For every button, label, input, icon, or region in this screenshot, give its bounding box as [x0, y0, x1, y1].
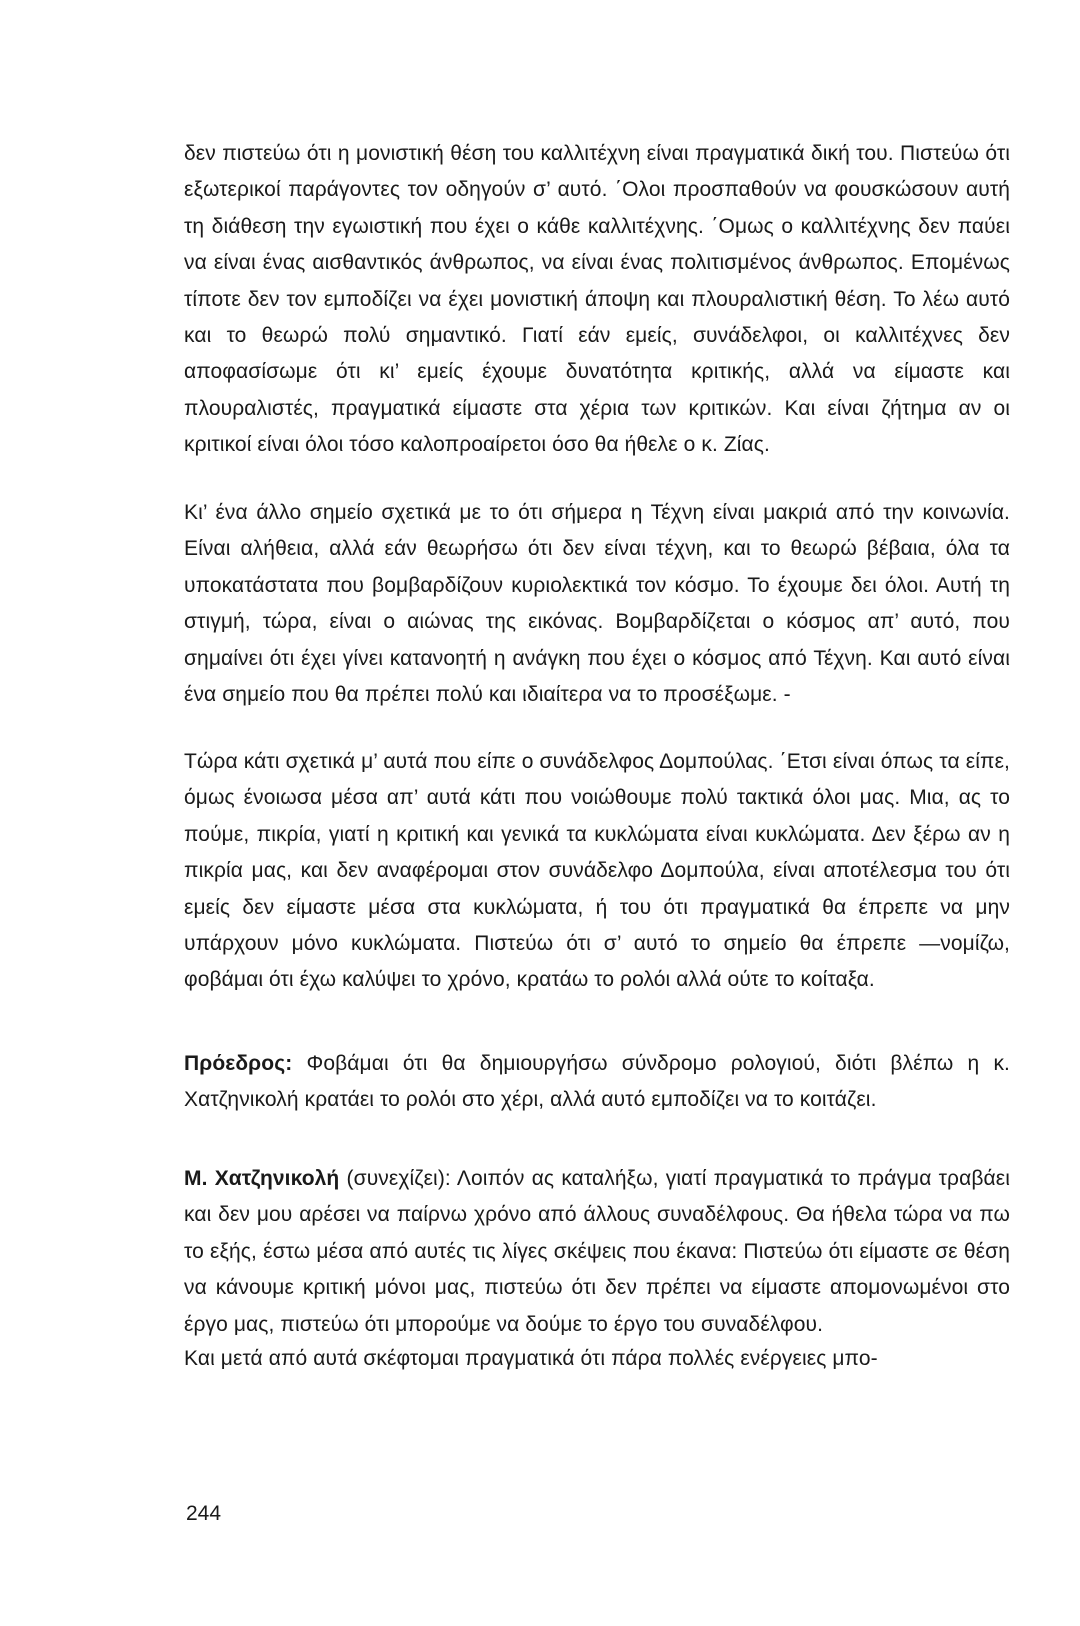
paragraph-art-and-society [184, 495, 1010, 713]
paragraph-text: Τώρα κάτι σχετικά μ’ αυτά που είπε ο συνάδελφος Δομπούλας. ΄Ετσι είναι όπως τα είπε, όμως ένοιωσα μέσα απ’ αυτά κάτι που νοιώθουμε πολύ τακτικά όλοι μας. Μια, ας το πούμε, πικρία, γιατί η κριτική και γενικά τα κυκλώματα είναι κυκλώματα. Δεν ξέρω αν η πικρία μας, και δεν αναφέρομαι στον συνάδελφο Δομπούλα, είναι αποτέλεσμα του ότι εμείς δεν είμαστε μέσα στα κυκλώματα, ή του ότι πραγματικά θα έπρεπε να μην υπάρχουν μόνο κυκλώματα. Πιστεύω ότι σ’ αυτό το σημείο θα έπρεπε —νομίζω, φοβάμαι ότι έχω καλύψει το χρόνο, κρατάω το ρολόι αλλά ούτε το κοίταξα. [184, 750, 1010, 992]
paragraph-hatzinikoli-continues [184, 1161, 1010, 1343]
paragraph-text: δεν πιστεύω ότι η μονιστική θέση του καλλιτέχνη είναι πραγματικά δική του. Πιστεύω ότι εξωτερικοί παράγοντες τον οδηγούν σ’ αυτό. ΄Ολοι προσπαθούν να φουσκώσουν αυτή τη διάθεση την εγωιστική που έχει ο κάθε καλλιτέχνης. ΄Ομως ο καλλιτέχνης δεν παύει να είναι ένας αισθαντικός άνθρωπος, να είναι ένας πολιτισμένος άνθρωπος. Επομένως τίποτε δεν τον εμποδίζει να έχει μονιστική άποψη και πλουραλιστική θέση. Το λέω αυτό και το θεωρώ πολύ σημαντικό. Γιατί εάν εμείς, συνάδελφοι, οι καλλιτέχνες δεν αποφασίσωμε ότι κι’ εμείς έχουμε δυνατότητα κριτικής, αλλά να είμαστε και πλουραλιστές, πραγματικά είμαστε στα χέρια των κριτικών. Και είναι ζήτημα αν οι κριτικοί είναι όλοι τόσο καλοπροαίρετοι όσο θα ήθελε ο κ. Ζίας. [184, 142, 1010, 457]
paragraph-text: Κι’ ένα άλλο σημείο σχετικά με το ότι σήμερα η Τέχνη είναι μακριά από την κοινωνία. Είναι αλήθεια, αλλά εάν θεωρήσω ότι δεν είναι τέχνη, και το θεωρώ βέβαια, όλα τα υποκατάστατα που βομβαρδίζουν κυριολεκτικά τον κόσμο. Το έχουμε δει όλοι. Αυτή τη στιγμή, τώρα, είναι ο αιώνας της εικόνας. Βομβαρδίζεται ο κόσμος απ’ αυτό, που σημαίνει ότι έχει γίνει κατανοητή η ανάγκη που έχει ο κόσμος από Τέχνη. Και αυτό είναι ένα σημείο που θα πρέπει πολύ και ιδιαίτερα να το προσέξωμε. - [184, 501, 1010, 707]
speech-text: (συνεχίζει): Λοιπόν ας καταλήξω, γιατί πραγματικά το πράγμα τραβάει και δεν μου αρέσει να παίρνω χρόνο από άλλους συναδέλφους. Θα ήθελα τώρα να πω το εξής, έστω μέσα από αυτές τις λίγες σκέψεις που έκανα: Πιστεύω ότι είμαστε σε θέση να κάνουμε κριτική μόνοι μας, πιστεύω ότι δεν πρέπει να είμαστε απομονωμένοι στο έργο μας, πιστεύω ότι μπορούμε να δούμε το έργο του συναδέλφου. [184, 1167, 1010, 1336]
speaker-name: Μ. Χατζηνικολή [184, 1167, 340, 1190]
paragraph-president-remark [184, 1046, 1010, 1119]
paragraph-closing-line [184, 1341, 1010, 1377]
speech-text: Φοβάμαι ότι θα δημιουργήσω σύνδρομο ρολογιού, διότι βλέπω η κ. Χατζηνικολή κρατάει το ρολόι στο χέρι, αλλά αυτό εμποδίζει να το κοιτάζει. [184, 1052, 1010, 1112]
speaker-name: Πρόεδρος: [184, 1052, 293, 1075]
paragraph-circles [184, 744, 1010, 999]
paragraph-artist-position [184, 136, 1010, 464]
page-number: 244 [186, 1502, 222, 1525]
paragraph-text: Και μετά από αυτά σκέφτομαι πραγματικά ότι πάρα πολλές ενέργειες μπο- [184, 1347, 878, 1370]
